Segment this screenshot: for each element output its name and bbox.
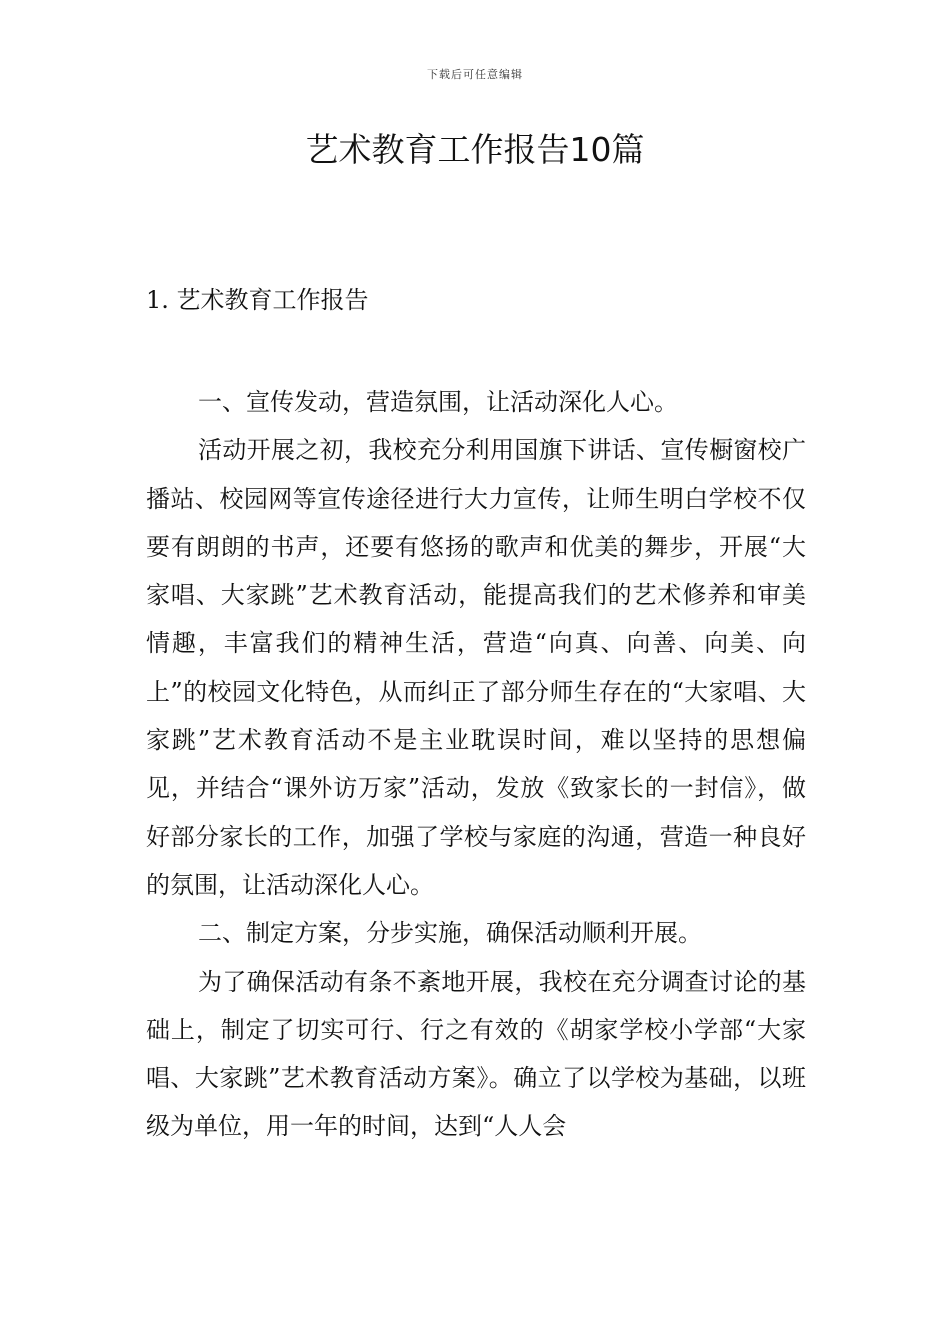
document-title: 艺术教育工作报告10篇 <box>305 130 645 169</box>
header-note: 下载后可任意编辑 <box>427 68 523 81</box>
paragraph: 二、制定方案，分步实施，确保活动顺利开展。 <box>198 919 702 948</box>
body-text <box>146 378 806 1151</box>
paragraph: 活动开展之初，我校充分利用国旗下讲话、宣传橱窗校广播站、校园网等宣传途径进行大力宣传，让师生明白学校不仅要有朗朗的书声，还要有悠扬的歌声和优美的舞步，开展“大家唱、大家跳”艺术教育活动，能提高我们的艺术修养和审美情趣，丰富我们的精神生活，营造“向真、向善、向美、向上”的校园文化特色，从而纠正了部分师生存在的“大家唱、大家跳”艺术教育活动不是主业耽误时间，难以坚持的思想偏见，并结合“课外访万家”活动，发放《致家长的一封信》，做好部分家长的工作，加强了学校与家庭的沟通，营造一种良好的氛围，让活动深化人心。 <box>146 436 806 899</box>
paragraph: 一、宣传发动，营造氛围，让活动深化人心。 <box>198 388 678 416</box>
paragraph: 为了确保活动有条不紊地开展，我校在充分调查讨论的基础上，制定了切实可行、行之有效的《胡家学校小学部“大家唱、大家跳”艺术教育活动方案》。确立了以学校为基础，以班级为单位，用一年的时间，达到“人人会 <box>146 967 806 1141</box>
section-heading: 1. 艺术教育工作报告 <box>146 286 369 314</box>
